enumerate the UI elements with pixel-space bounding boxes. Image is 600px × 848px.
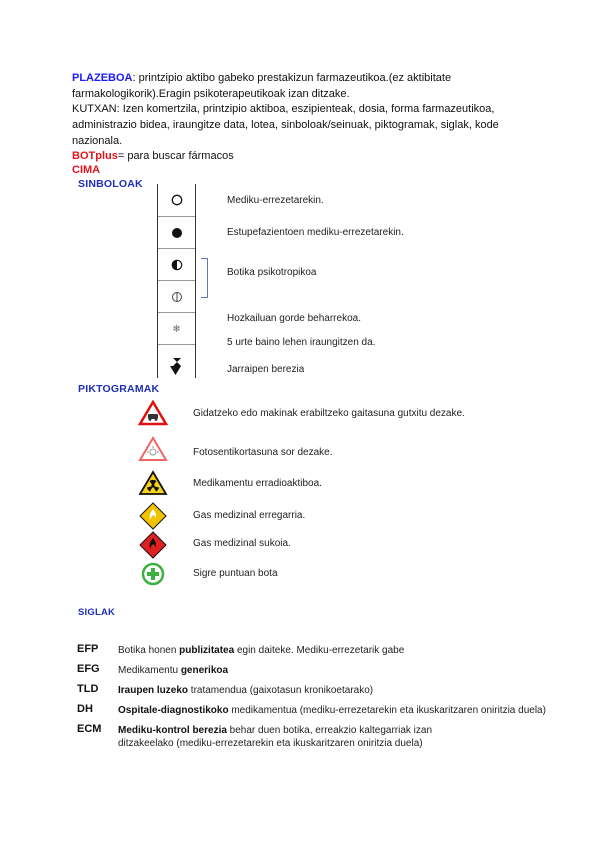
- plazebo-label: PLAZEBOA: [72, 72, 133, 84]
- driving-warning-icon: [136, 398, 170, 428]
- botplus-text: = para buscar fármacos: [117, 150, 234, 162]
- siglak-title: SIGLAK: [78, 607, 116, 618]
- pictogram-label: Gas medizinal sukoia.: [193, 538, 291, 549]
- sigla-code: DH: [77, 703, 93, 715]
- sigla-code: EFP: [77, 643, 99, 655]
- sigla-text: egin daiteke. Mediku-errezetarik gabe: [234, 645, 405, 656]
- sigla-strong: Ospitale-diagnostikoko: [118, 705, 229, 716]
- oxidizing-gas-icon: [136, 530, 170, 560]
- pictogram-label: Medikamentu erradioaktiboa.: [193, 478, 322, 489]
- plazebo-paragraph: [72, 70, 542, 102]
- pictogram-label: Fotosentikortasuna sor dezake.: [193, 447, 333, 458]
- symbol-label: Mediku-errezetarekin.: [227, 195, 324, 206]
- circle-bar-icon: [158, 280, 195, 313]
- piktogramak-title: PIKTOGRAMAK: [78, 383, 160, 395]
- radioactive-icon: [136, 468, 170, 498]
- sigla-description: [118, 644, 558, 657]
- symbol-label: Hozkailuan gorde beharrekoa.: [227, 313, 361, 324]
- symbol-label: 5 urte baino lehen iraungitzen da.: [227, 337, 376, 348]
- pictogram-label: Sigre puntuan bota: [193, 568, 278, 579]
- sigla-strong: publizitatea: [179, 645, 235, 656]
- sigla-description: [118, 664, 558, 677]
- sigla-strong: Iraupen luzeko: [118, 685, 189, 696]
- down-triangle-icon: [170, 362, 181, 380]
- half-circle-icon: [158, 248, 195, 281]
- symbol-label: Estupefazientoen mediku-errezetarekin.: [227, 227, 404, 238]
- sigla-strong: Mediku-kontrol berezia: [118, 725, 227, 736]
- sigla-code: EFG: [77, 663, 100, 675]
- sinboloak-title: SINBOLOAK: [78, 178, 143, 190]
- symbol-label: Botika psikotropikoa: [227, 267, 317, 278]
- recycle-cross-icon: [136, 559, 170, 589]
- sigla-description: [118, 704, 558, 717]
- plazebo-text: : printzipio aktibo gabeko prestakizun farmazeutikoa.(ez aktibitate farmakologikorik).Eragin psikoterapeutikoak izan ditzake.: [72, 72, 452, 100]
- kutxan-paragraph: KUTXAN: Izen komertzila, printzipio aktiboa, eszipienteak, dosia, forma farmazeutikoa, administrazio bidea, iraungitze data, lotea, sinboloak/seinuak, piktogramak, siglak, kode nazionala.: [72, 103, 499, 147]
- psychotropic-bracket: [201, 258, 208, 298]
- sigla-code: TLD: [77, 683, 99, 695]
- sigla-text: Medikamentu: [118, 665, 181, 676]
- sigla-description: [118, 724, 448, 750]
- sigla-description: [118, 684, 558, 697]
- botplus-label: BOTplus: [72, 150, 118, 162]
- open-circle-icon: [158, 184, 195, 216]
- pictogram-label: Gidatzeko edo makinak erabiltzeko gaitasuna gutxitu dezake.: [193, 408, 465, 419]
- snowflake-icon: ❄: [158, 312, 195, 345]
- pictogram-label: Gas medizinal erregarria.: [193, 510, 306, 521]
- sigla-text: tratamendua (gaixotasun kronikoetarako): [188, 685, 374, 696]
- photosensitivity-icon: [136, 434, 170, 464]
- symbols-table: [157, 184, 196, 378]
- sigla-text: medikamentua (mediku-errezetarekin eta ikuskaritzaren oniritzia duela): [228, 705, 546, 716]
- symbol-label: Jarraipen berezia: [227, 364, 305, 374]
- sigla-code: ECM: [77, 723, 102, 735]
- cima-label: CIMA: [72, 164, 101, 176]
- sigla-strong: generikoa: [180, 665, 229, 676]
- sigla-text: Botika honen: [118, 645, 180, 656]
- sigla-text: behar duen botika, erreakzio kaltegarriak izan ditzakeelako (mediku-errezetarekin eta ikuskaritzaren oniritzia duela): [118, 725, 433, 749]
- filled-circle-icon: [158, 216, 195, 249]
- flammable-gas-icon: [136, 501, 170, 531]
